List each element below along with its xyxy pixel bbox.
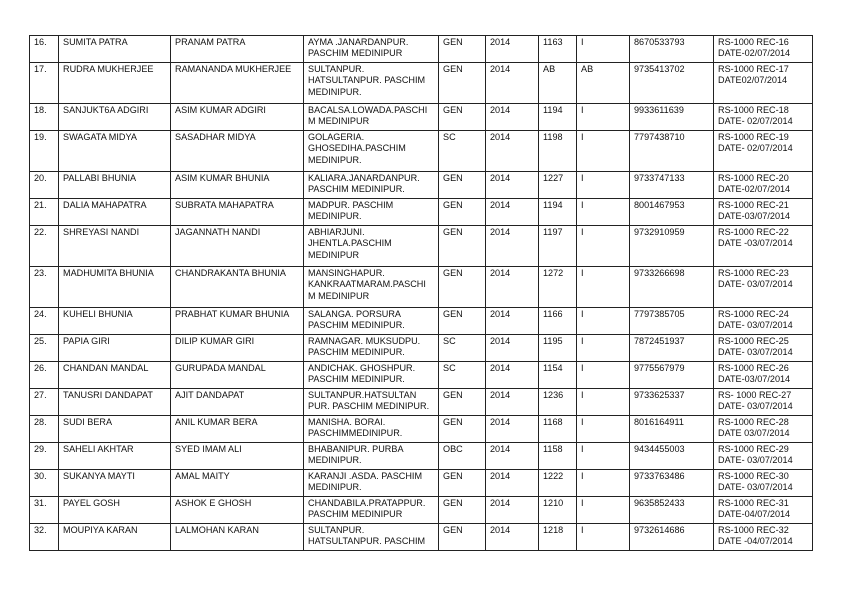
year-cell: 2014 [486,172,539,199]
marks-cell: 1210 [539,497,577,524]
receipt-cell: RS-1000 REC-21 DATE-03/07/2014 [714,199,813,226]
marks-cell: 1194 [539,199,577,226]
serial-number-cell: 24. [30,308,59,335]
division-cell: I [577,335,630,362]
receipt-cell: RS-1000 REC-22 DATE -03/07/2014 [714,226,813,267]
table-row [30,524,813,551]
division-cell: I [577,524,630,551]
table-row [30,104,813,131]
division-cell: I [577,443,630,470]
address-cell: SULTANPUR. HATSULTANPUR. PASCHIM [304,524,439,551]
division-cell: I [577,131,630,172]
student-name-cell: PAYEL GOSH [59,497,171,524]
marks-cell: 1194 [539,104,577,131]
category-cell: GEN [439,497,486,524]
serial-number-cell: 26. [30,362,59,389]
table-row [30,497,813,524]
address-cell: KARANJI .ASDA. PASCHIM MEDINIPUR. [304,470,439,497]
phone-cell: 9732910959 [630,226,714,267]
category-cell: GEN [439,470,486,497]
serial-number-cell: 21. [30,199,59,226]
year-cell: 2014 [486,267,539,308]
marks-cell: 1163 [539,36,577,63]
serial-number-cell: 20. [30,172,59,199]
receipt-cell: RS-1000 REC-25 DATE- 03/07/2014 [714,335,813,362]
receipt-cell: RS-1000 REC-20 DATE-02/07/2014 [714,172,813,199]
table-row [30,267,813,308]
table-body [30,36,813,551]
phone-cell: 9733747133 [630,172,714,199]
category-cell: GEN [439,63,486,104]
guardian-name-cell: GURUPADA MANDAL [171,362,304,389]
receipt-cell: RS-1000 REC-17 DATE02/07/2014 [714,63,813,104]
guardian-name-cell: PRABHAT KUMAR BHUNIA [171,308,304,335]
year-cell: 2014 [486,470,539,497]
table-row [30,362,813,389]
phone-cell: 9733625337 [630,389,714,416]
marks-cell: 1218 [539,524,577,551]
category-cell: GEN [439,308,486,335]
guardian-name-cell: CHANDRAKANTA BHUNIA [171,267,304,308]
marks-cell: 1158 [539,443,577,470]
year-cell: 2014 [486,335,539,362]
table-row [30,389,813,416]
phone-cell: 7872451937 [630,335,714,362]
address-cell: SULTANPUR. HATSULTANPUR. PASCHIM MEDINIPUR. [304,63,439,104]
phone-cell: 9733266698 [630,267,714,308]
division-cell: I [577,226,630,267]
address-cell: MANSINGHAPUR. KANKRAATMARAM.PASCHI M MEDINIPUR [304,267,439,308]
student-name-cell: SHREYASI NANDI [59,226,171,267]
marks-cell: 1272 [539,267,577,308]
category-cell: GEN [439,226,486,267]
phone-cell: 8670533793 [630,36,714,63]
table-row [30,335,813,362]
category-cell: GEN [439,524,486,551]
address-cell: RAMNAGAR. MUKSUDPU. PASCHIM MEDINIPUR. [304,335,439,362]
guardian-name-cell: ASIM KUMAR ADGIRI [171,104,304,131]
table-row [30,308,813,335]
serial-number-cell: 25. [30,335,59,362]
address-cell: BHABANIPUR. PURBA MEDINIPUR. [304,443,439,470]
guardian-name-cell: ANIL KUMAR BERA [171,416,304,443]
division-cell: I [577,199,630,226]
address-cell: MADPUR. PASCHIM MEDINIPUR. [304,199,439,226]
student-name-cell: PALLABI BHUNIA [59,172,171,199]
division-cell: I [577,416,630,443]
category-cell: SC [439,131,486,172]
marks-cell: 1236 [539,389,577,416]
serial-number-cell: 23. [30,267,59,308]
receipt-cell: RS-1000 REC-32 DATE -04/07/2014 [714,524,813,551]
guardian-name-cell: AMAL MAITY [171,470,304,497]
category-cell: GEN [439,416,486,443]
division-cell: AB [577,63,630,104]
marks-cell: 1197 [539,226,577,267]
marks-cell: AB [539,63,577,104]
table-row [30,199,813,226]
division-cell: I [577,104,630,131]
address-cell: BACALSA.LOWADA.PASCHI M MEDINIPUR [304,104,439,131]
student-name-cell: MADHUMITA BHUNIA [59,267,171,308]
year-cell: 2014 [486,226,539,267]
year-cell: 2014 [486,63,539,104]
marks-cell: 1166 [539,308,577,335]
category-cell: GEN [439,104,486,131]
address-cell: KALIARA.JANARDANPUR. PASCHIM MEDINIPUR. [304,172,439,199]
student-name-cell: SAHELI AKHTAR [59,443,171,470]
student-name-cell: SANJUKT6A ADGIRI [59,104,171,131]
student-name-cell: DALIA MAHAPATRA [59,199,171,226]
year-cell: 2014 [486,497,539,524]
table-row [30,131,813,172]
marks-cell: 1227 [539,172,577,199]
serial-number-cell: 32. [30,524,59,551]
serial-number-cell: 19. [30,131,59,172]
receipt-cell: RS-1000 REC-19 DATE- 02/07/2014 [714,131,813,172]
student-name-cell: CHANDAN MANDAL [59,362,171,389]
category-cell: GEN [439,172,486,199]
receipt-cell: RS-1000 REC-30 DATE- 03/07/2014 [714,470,813,497]
table-row [30,470,813,497]
category-cell: SC [439,335,486,362]
phone-cell: 9635852433 [630,497,714,524]
category-cell: GEN [439,36,486,63]
receipt-cell: RS-1000 REC-29 DATE- 03/07/2014 [714,443,813,470]
division-cell: I [577,172,630,199]
guardian-name-cell: SUBRATA MAHAPATRA [171,199,304,226]
phone-cell: 8016164911 [630,416,714,443]
guardian-name-cell: LALMOHAN KARAN [171,524,304,551]
receipt-cell: RS-1000 REC-23 DATE- 03/07/2014 [714,267,813,308]
year-cell: 2014 [486,104,539,131]
receipt-cell: RS-1000 REC-28 DATE 03/07/2014 [714,416,813,443]
student-name-cell: SUKANYA MAYTI [59,470,171,497]
guardian-name-cell: PRANAM PATRA [171,36,304,63]
receipt-cell: RS-1000 REC-16 DATE-02/07/2014 [714,36,813,63]
serial-number-cell: 18. [30,104,59,131]
serial-number-cell: 29. [30,443,59,470]
division-cell: I [577,267,630,308]
marks-cell: 1198 [539,131,577,172]
table-row [30,443,813,470]
phone-cell: 7797438710 [630,131,714,172]
division-cell: I [577,389,630,416]
student-name-cell: TANUSRI DANDAPAT [59,389,171,416]
serial-number-cell: 27. [30,389,59,416]
student-name-cell: SUDI BERA [59,416,171,443]
year-cell: 2014 [486,443,539,470]
address-cell: SALANGA. PORSURA PASCHIM MEDINIPUR. [304,308,439,335]
receipt-cell: RS- 1000 REC-27 DATE- 03/07/2014 [714,389,813,416]
marks-cell: 1195 [539,335,577,362]
phone-cell: 9733763486 [630,470,714,497]
division-cell: I [577,308,630,335]
serial-number-cell: 17. [30,63,59,104]
receipt-cell: RS-1000 REC-26 DATE-03/07/2014 [714,362,813,389]
phone-cell: 9434455003 [630,443,714,470]
phone-cell: 9732614686 [630,524,714,551]
phone-cell: 9735413702 [630,63,714,104]
year-cell: 2014 [486,416,539,443]
category-cell: GEN [439,267,486,308]
division-cell: I [577,470,630,497]
category-cell: GEN [439,389,486,416]
student-name-cell: SWAGATA MIDYA [59,131,171,172]
address-cell: ANDICHAK. GHOSHPUR. PASCHIM MEDINIPUR. [304,362,439,389]
table-row [30,172,813,199]
serial-number-cell: 31. [30,497,59,524]
admission-register-table [29,35,813,551]
year-cell: 2014 [486,308,539,335]
table-row [30,36,813,63]
division-cell: I [577,497,630,524]
marks-cell: 1222 [539,470,577,497]
year-cell: 2014 [486,362,539,389]
table-row [30,416,813,443]
guardian-name-cell: JAGANNATH NANDI [171,226,304,267]
address-cell: GOLAGERIA. GHOSEDIHA.PASCHIM MEDINIPUR. [304,131,439,172]
address-cell: CHANDABILA.PRATAPPUR. PASCHIM MEDINIPUR [304,497,439,524]
year-cell: 2014 [486,199,539,226]
address-cell: ABHIARJUNI. JHENTLA.PASCHIM MEDINIPUR [304,226,439,267]
phone-cell: 7797385705 [630,308,714,335]
receipt-cell: RS-1000 REC-24 DATE- 03/07/2014 [714,308,813,335]
phone-cell: 9933611639 [630,104,714,131]
student-name-cell: KUHELI BHUNIA [59,308,171,335]
marks-cell: 1154 [539,362,577,389]
category-cell: OBC [439,443,486,470]
guardian-name-cell: SYED IMAM ALI [171,443,304,470]
guardian-name-cell: ASHOK E GHOSH [171,497,304,524]
division-cell: I [577,362,630,389]
student-name-cell: PAPIA GIRI [59,335,171,362]
serial-number-cell: 22. [30,226,59,267]
address-cell: MANISHA. BORAI. PASCHIMMEDINIPUR. [304,416,439,443]
marks-cell: 1168 [539,416,577,443]
table-row [30,63,813,104]
category-cell: GEN [439,199,486,226]
student-name-cell: SUMITA PATRA [59,36,171,63]
phone-cell: 8001467953 [630,199,714,226]
year-cell: 2014 [486,131,539,172]
phone-cell: 9775567979 [630,362,714,389]
division-cell: I [577,36,630,63]
year-cell: 2014 [486,389,539,416]
serial-number-cell: 30. [30,470,59,497]
guardian-name-cell: DILIP KUMAR GIRI [171,335,304,362]
guardian-name-cell: SASADHAR MIDYA [171,131,304,172]
serial-number-cell: 16. [30,36,59,63]
category-cell: SC [439,362,486,389]
address-cell: SULTANPUR.HATSULTAN PUR. PASCHIM MEDINIPUR. [304,389,439,416]
table-row [30,226,813,267]
receipt-cell: RS-1000 REC-31 DATE-04/07/2014 [714,497,813,524]
guardian-name-cell: AJIT DANDAPAT [171,389,304,416]
receipt-cell: RS-1000 REC-18 DATE- 02/07/2014 [714,104,813,131]
serial-number-cell: 28. [30,416,59,443]
student-name-cell: RUDRA MUKHERJEE [59,63,171,104]
guardian-name-cell: RAMANANDA MUKHERJEE [171,63,304,104]
address-cell: AYMA .JANARDANPUR. PASCHIM MEDINIPUR [304,36,439,63]
student-name-cell: MOUPIYA KARAN [59,524,171,551]
year-cell: 2014 [486,524,539,551]
guardian-name-cell: ASIM KUMAR BHUNIA [171,172,304,199]
year-cell: 2014 [486,36,539,63]
